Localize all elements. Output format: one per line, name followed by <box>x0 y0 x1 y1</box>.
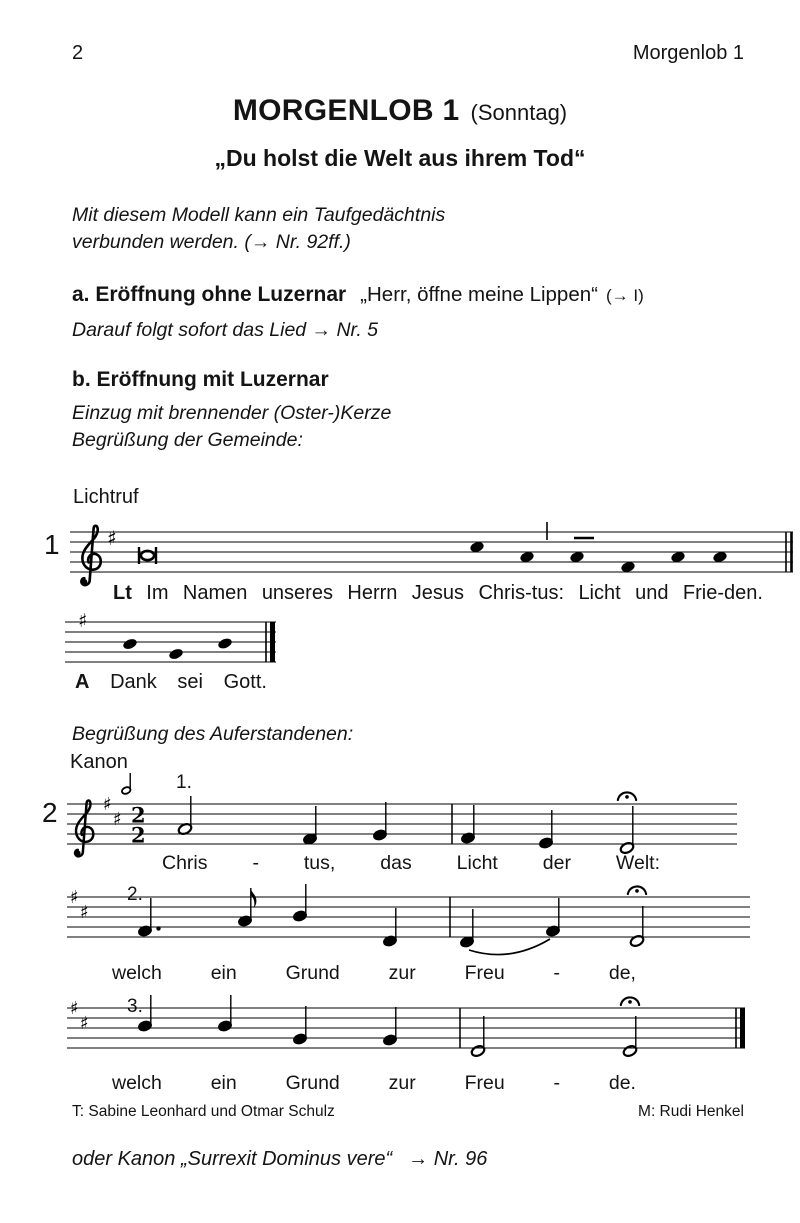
sharp-icon: ♯ <box>80 1013 89 1034</box>
quarter-note <box>372 802 387 841</box>
fermata-icon <box>628 886 646 894</box>
canon-lyrics-line-2 <box>112 962 636 985</box>
sharp-icon: ♯ <box>80 902 89 923</box>
footer-alternative <box>72 1148 487 1171</box>
staff-lines <box>70 532 793 572</box>
time-signature-top: 2 <box>131 802 146 828</box>
quarter-note <box>137 995 152 1032</box>
staff-lines <box>67 1008 745 1048</box>
footer-note: oder Kanon „Surrexit Dominus vere“ <box>72 1148 393 1170</box>
sharp-icon: ♯ <box>103 794 112 815</box>
music-credit: M: Rudi Henkel <box>638 1103 744 1120</box>
lyric-syllable: de, <box>608 962 636 984</box>
lyric-syllable: Grund <box>285 1072 340 1094</box>
system-number-1: 1 <box>44 529 60 560</box>
fermata-icon <box>618 792 636 800</box>
slur <box>469 939 550 955</box>
sharp-icon: ♯ <box>78 610 88 632</box>
half-note <box>470 1016 486 1058</box>
staff-lines <box>67 897 750 937</box>
section-a-note: Darauf folgt sofort das Lied → Nr. 5 <box>72 319 379 341</box>
canon-lyrics-line-3 <box>112 1072 636 1095</box>
lyric-syllable: ein <box>210 962 237 984</box>
lyric-syllable: zur <box>388 962 416 984</box>
intro-rubric <box>72 202 445 256</box>
lyric-syllable: welch <box>112 1072 162 1094</box>
canon-entry-3: 3. <box>127 996 143 1017</box>
quarter-note <box>382 1007 397 1046</box>
running-header: Morgenlob 1 <box>632 42 744 64</box>
lyric-word: Dank <box>110 671 157 693</box>
lyric-word: Gott. <box>223 671 267 693</box>
quarter-note <box>292 884 307 922</box>
lyric-syllable: - <box>252 852 259 874</box>
time-signature-bottom: 2 <box>131 822 146 848</box>
fermata-icon <box>621 997 639 1005</box>
reciting-noteheads <box>469 541 728 574</box>
half-note <box>619 806 635 855</box>
quarter-note <box>382 908 397 947</box>
section-a-quote: „Herr, öffne meine Lippen“ <box>360 283 598 306</box>
system-number-2: 2 <box>42 797 58 828</box>
lyric-syllable: das <box>380 852 412 874</box>
section-b-rubric-1: Einzug mit brennender (Oster-)Kerze <box>72 402 392 424</box>
page-subtitle: „Du holst die Welt aus ihrem Tod“ <box>214 145 586 171</box>
lyric-syllable: Chris <box>162 852 208 874</box>
sharp-icon: ♯ <box>113 809 122 830</box>
music-system-canon-2 <box>0 883 800 957</box>
sharp-icon: ♯ <box>70 998 79 1019</box>
lichtruf-response-lyrics <box>75 671 267 694</box>
text-credit: T: Sabine Leonhard und Otmar Schulz <box>72 1103 335 1120</box>
canon-entry-1: 1. <box>176 772 192 793</box>
lyric-syllable: - <box>553 962 561 984</box>
section-b-rubrics <box>72 400 391 454</box>
page-number: 2 <box>72 42 84 64</box>
lyric-syllable: - <box>553 1072 561 1094</box>
intro-line-1: Mit diesem Modell kann ein Taufgedächtnis <box>72 204 446 226</box>
dotted-quarter-note <box>137 898 160 937</box>
title-annex: (Sonntag) <box>470 100 568 125</box>
eighth-flag <box>251 888 257 908</box>
eighth-note <box>237 888 256 927</box>
sharp-icon: ♯ <box>70 887 79 908</box>
section-a-heading-row <box>72 283 644 307</box>
lyric-word: sei <box>177 671 203 693</box>
credits-row <box>72 1103 744 1121</box>
section-a-reference: (→ I) <box>605 286 644 305</box>
quarter-note <box>302 806 317 845</box>
lyric-syllable: der <box>542 852 571 874</box>
sharp-icon: ♯ <box>107 526 117 550</box>
lyric-syllable: Grund <box>285 962 340 984</box>
intro-line-2: verbunden werden. (→ Nr. 92ff.) <box>72 231 351 253</box>
section-b-rubric-2: Begrüßung der Gemeinde: <box>72 429 303 451</box>
speaker-label: A <box>75 671 90 693</box>
quarter-note <box>460 805 475 844</box>
section-b-heading: b. Eröffnung mit Luzernar <box>72 368 329 391</box>
lyric-word: Namen <box>182 582 248 604</box>
lyric-word: Jesus <box>411 582 465 604</box>
footer-reference: → Nr. 96 <box>408 1148 488 1170</box>
lyric-syllable: de. <box>608 1072 636 1094</box>
page-title <box>0 94 800 128</box>
kanon-rubric: Begrüßung des Auferstandenen: <box>72 723 354 745</box>
kanon-label: Kanon <box>70 751 128 773</box>
lyric-syllable: zur <box>388 1072 416 1094</box>
quarter-note <box>217 995 232 1032</box>
lyric-syllable: welch <box>112 962 162 984</box>
lyric-word: Herrn <box>347 582 398 604</box>
response-noteheads <box>122 637 233 661</box>
canon-entry-2: 2. <box>127 884 143 905</box>
lyric-word: unseres <box>261 582 333 604</box>
title-main: MORGENLOB 1 <box>232 94 460 127</box>
lyric-syllable: Freu <box>464 1072 505 1094</box>
treble-clef-icon <box>81 526 100 585</box>
quarter-note <box>545 898 560 937</box>
half-note <box>622 1016 638 1058</box>
notes <box>177 796 635 855</box>
lichtruf-label: Lichtruf <box>73 486 139 508</box>
notes <box>137 884 645 955</box>
lyric-word: Im <box>146 582 169 604</box>
speaker-label: Lt <box>113 582 132 604</box>
lichtruf-call-lyrics <box>113 582 763 605</box>
canon-lyrics-line-1 <box>162 852 660 875</box>
lyric-syllable: Freu <box>464 962 505 984</box>
music-system-canon-1 <box>0 788 800 860</box>
section-a-heading: a. Eröffnung ohne Luzernar <box>72 283 347 306</box>
lyric-word: Chris-tus: <box>478 582 565 604</box>
staff-lines <box>67 804 737 844</box>
quarter-note <box>538 810 553 849</box>
lyric-syllable: Welt: <box>615 852 660 874</box>
lyric-word: Licht <box>578 582 621 604</box>
quarter-note <box>459 909 474 948</box>
lyric-word: und <box>635 582 669 604</box>
lyric-syllable: ein <box>210 1072 237 1094</box>
lyric-syllable: tus, <box>303 852 336 874</box>
quarter-note <box>292 1006 307 1045</box>
treble-clef-icon <box>75 801 93 857</box>
half-note <box>177 796 193 836</box>
lyric-word: Frie-den. <box>682 582 763 604</box>
music-system-lichtruf-response <box>0 608 320 680</box>
lyric-syllable: Licht <box>456 852 498 874</box>
music-system-canon-3 <box>0 995 800 1069</box>
